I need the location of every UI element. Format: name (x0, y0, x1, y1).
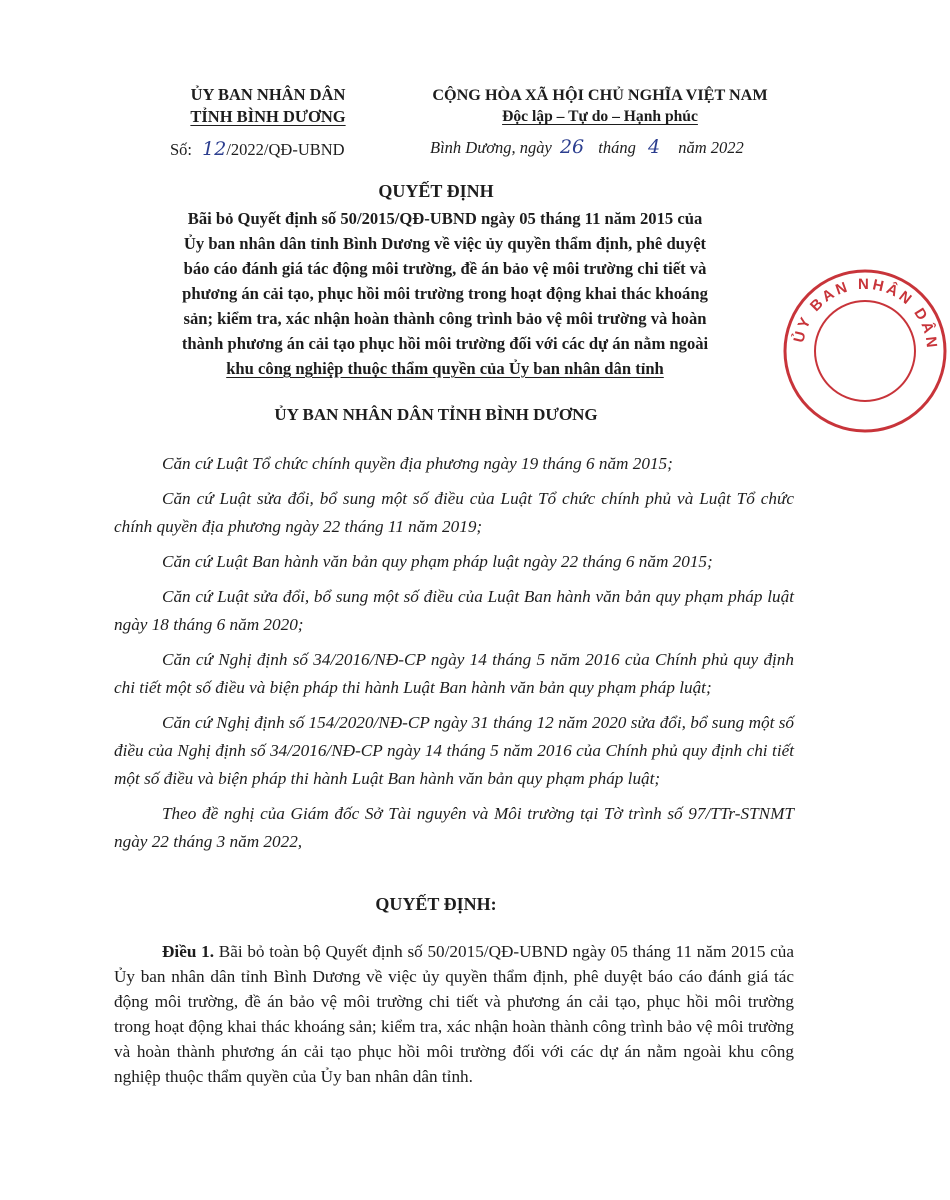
document-number (170, 138, 345, 160)
number-handwritten: 12 (202, 138, 227, 160)
subject-last-line: khu công nghiệp thuộc thẩm quyền của Ủy ban nhân dân tỉnh (226, 359, 664, 378)
basis-paragraph: Căn cứ Nghị định số 154/2020/NĐ-CP ngày 31 tháng 12 năm 2020 sửa đổi, bổ sung một số điều của Nghị định số 34/2016/NĐ-CP ngày 14 tháng 5 năm 2016 của Chính phủ quy định chi tiết một số điều và biện pháp thi hành Luật Ban hành văn bản quy phạm pháp luật; (114, 713, 794, 788)
stamp-outer-ring (785, 271, 945, 431)
article-1-label: Điều 1. (162, 942, 214, 961)
number-prefix: Số: (170, 140, 193, 159)
article-1 (114, 939, 794, 1089)
stamp-text (789, 276, 940, 351)
date-place: Bình Dương, ngày (430, 138, 552, 157)
nation-line1: CỘNG HÒA XÃ HỘI CHỦ NGHĨA VIỆT NAM (432, 86, 768, 104)
basis-paragraph: Căn cứ Luật sửa đổi, bổ sung một số điều của Luật Tổ chức chính phủ và Luật Tổ chức chính quyền địa phương ngày 22 tháng 11 năm 2019; (114, 489, 794, 536)
basis-paragraph: Căn cứ Luật Tổ chức chính quyền địa phương ngày 19 tháng 6 năm 2015; (162, 454, 673, 473)
basis-paragraph: Căn cứ Luật sửa đổi, bổ sung một số điều của Luật Ban hành văn bản quy phạm pháp luật ngày 18 tháng 6 năm 2020; (114, 587, 794, 634)
subject-line: Bãi bỏ Quyết định số 50/2015/QĐ-UBND ngày 05 tháng 11 năm 2015 của (187, 209, 703, 228)
subject-line: sản; kiểm tra, xác nhận hoàn thành công trình bảo vệ môi trường và hoàn (183, 309, 707, 328)
basis-paragraph: Căn cứ Nghị định số 34/2016/NĐ-CP ngày 14 tháng 5 năm 2016 của Chính phủ quy định chi tiết một số điều và biện pháp thi hành Luật Ban hành văn bản quy phạm pháp luật; (114, 650, 794, 697)
issuing-authority (158, 84, 378, 128)
decision-heading: QUYẾT ĐỊNH: (375, 894, 497, 914)
org-line2: TỈNH BÌNH DƯƠNG (190, 107, 346, 126)
article-1-text: Bãi bỏ toàn bộ Quyết định số 50/2015/QĐ-UBND ngày 05 tháng 11 năm 2015 của Ủy ban nhân dân tỉnh Bình Dương về việc ủy quyền thẩm định, phê duyệt báo cáo đánh giá tác động môi trường, đề án bảo vệ môi trường chi tiết và phương án cải tạo, phục hồi môi trường trong hoạt động khai thác khoáng sản; kiểm tra, xác nhận hoàn thành công trình bảo vệ môi trường và hoàn thành phương án cải tạo phục hồi môi trường đối với các dự án nằm ngoài khu công nghiệp thuộc thẩm quyền của Ủy ban nhân dân tỉnh. (114, 942, 795, 1086)
basis-paragraph: Theo đề nghị của Giám đốc Sở Tài nguyên và Môi trường tại Tờ trình số 97/TTr-STNMT ngày 22 tháng 3 năm 2022, (114, 804, 794, 851)
authority-heading: ỦY BAN NHÂN DÂN TỈNH BÌNH DƯƠNG (274, 405, 598, 424)
legal-bases (114, 450, 794, 856)
stamp-text-path: ỦY BAN NHÂN DÂN (790, 275, 941, 352)
stamp-inner-ring (815, 301, 915, 401)
official-stamp (780, 266, 950, 436)
date-day: 26 (559, 136, 585, 158)
date-month: 4 (648, 136, 661, 158)
subject-line: thành phương án cải tạo phục hồi môi trường đối với các dự án nằm ngoài (181, 334, 709, 353)
document-subject (100, 206, 790, 381)
basis-paragraph: Căn cứ Luật Ban hành văn bản quy phạm pháp luật ngày 22 tháng 6 năm 2015; (162, 552, 713, 571)
document-title: QUYẾT ĐỊNH (378, 181, 494, 201)
org-line1: ỦY BAN NHÂN DÂN (190, 85, 346, 104)
subject-line (100, 356, 790, 381)
subject-line: phương án cải tạo, phục hồi môi trường trong hoạt động khai thác khoáng (182, 284, 708, 303)
subject-line: báo cáo đánh giá tác động môi trường, đề án bảo vệ môi trường chi tiết và (183, 259, 707, 278)
nation-line2 (400, 106, 800, 128)
date-year: năm 2022 (678, 138, 744, 157)
date-month-label: tháng (598, 138, 636, 157)
motto: Độc lập – Tự do – Hạnh phúc (502, 108, 698, 125)
national-motto (400, 84, 800, 128)
subject-line: Ủy ban nhân dân tỉnh Bình Dương về việc ủy quyền thẩm định, phê duyệt (183, 234, 707, 253)
number-suffix: /2022/QĐ-UBND (226, 140, 345, 159)
date-line (430, 136, 744, 158)
